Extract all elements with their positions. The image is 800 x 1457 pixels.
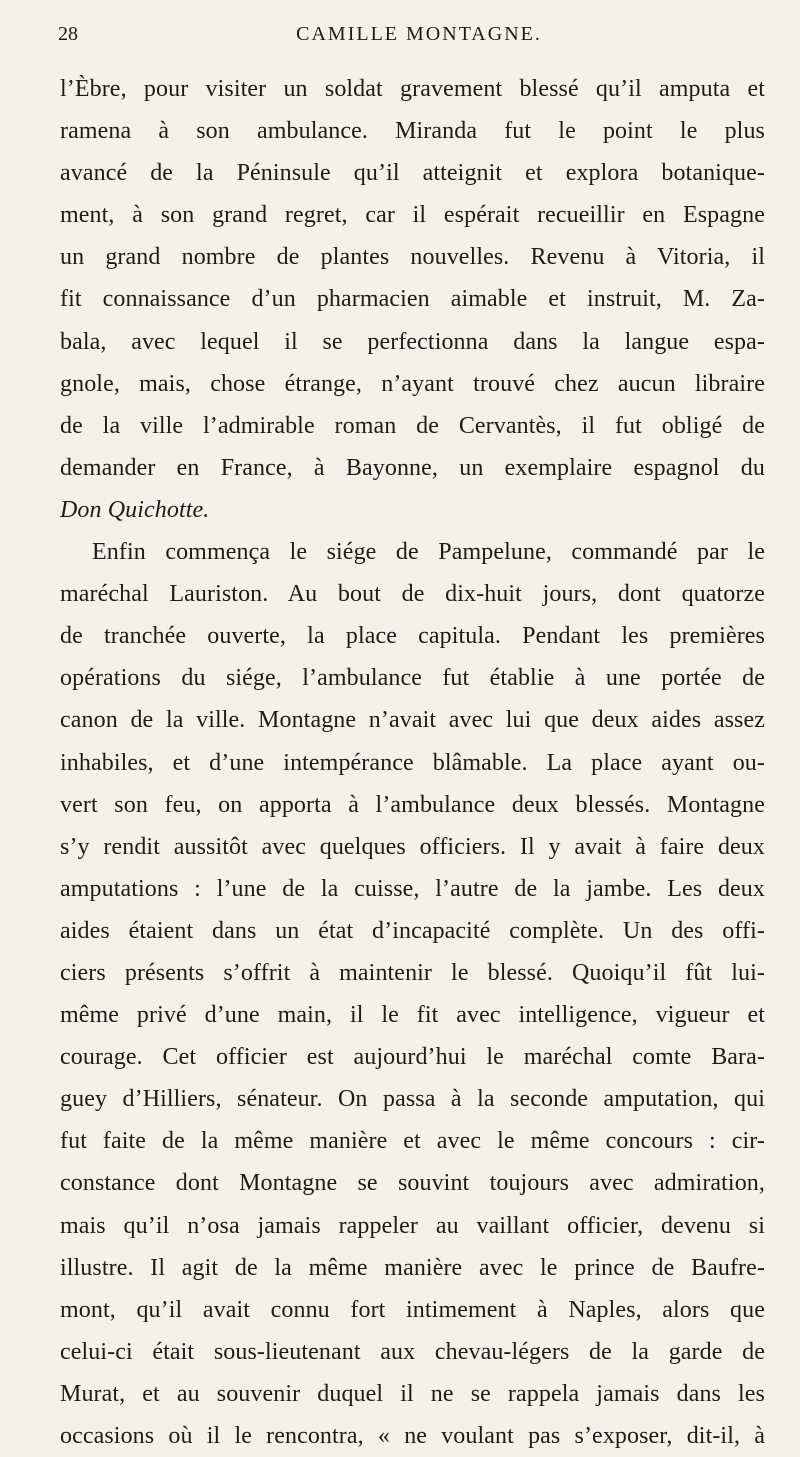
text-line: maréchal Lauriston. Au bout de dix-huit jours, dont quatorze [60,581,765,608]
text-line: mont, qu’il avait connu fort intimement à Naples, alors que [60,1296,765,1323]
text-line: courage. Cet officier est aujourd’hui le maréchal comte Bara- [60,1044,765,1071]
text-line: constance dont Montagne se souvint toujours avec admiration, [60,1170,765,1197]
text-line: guey d’Hilliers, sénateur. On passa à la seconde amputation, qui [60,1086,765,1113]
text-line: inhabiles, et d’une intempérance blâmable. La place ayant ou- [60,749,765,776]
book-title: Don Quichotte. [60,496,210,523]
text-line: opérations du siége, l’ambulance fut établie à une portée de [60,665,765,692]
page-number: 28 [58,23,78,45]
text-line: amputations : l’une de la cuisse, l’autre de la jambe. Les deux [60,875,765,902]
text-line: l’Èbre, pour visiter un soldat gravement blessé qu’il amputa et [60,76,765,102]
paragraph-start-line: Enfin commença le siége de Pampelune, commandé par le [92,539,765,566]
text-line: gnole, mais, chose étrange, n’ayant trouvé chez aucun libraire [60,370,765,397]
text-line-italic-title [60,489,765,531]
text-line: occasions où il le rencontra, « ne voulant pas s’exposer, dit-il, à [60,1423,765,1449]
text-line: fit connaissance d’un pharmacien aimable et instruit, M. Za- [60,286,765,313]
text-line: demander en France, à Bayonne, un exemplaire espagnol du [60,454,765,481]
text-line: même privé d’une main, il le fit avec intelligence, vigueur et [60,1002,765,1029]
text-line: Murat, et au souvenir duquel il ne se rappela jamais dans les [60,1380,765,1407]
text-line: un grand nombre de plantes nouvelles. Revenu à Vitoria, il [60,244,765,271]
running-title: CAMILLE MONTAGNE. [296,23,542,45]
text-line: canon de la ville. Montagne n’avait avec lui que deux aides assez [60,707,765,734]
text-line: ment, à son grand regret, car il espérait recueillir en Espagne [60,202,765,229]
text-line: de tranchée ouverte, la place capitula. Pendant les premières [60,623,765,650]
text-line: de la ville l’admirable roman de Cervantès, il fut obligé de [60,412,765,439]
body-text [60,68,765,1457]
text-line: avancé de la Péninsule qu’il atteignit et explora botanique- [60,160,765,187]
text-line: s’y rendit aussitôt avec quelques officiers. Il y avait à faire deux [60,833,765,860]
text-line: aides étaient dans un état d’incapacité complète. Un des offi- [60,917,765,944]
text-line: vert son feu, on apporta à l’ambulance deux blessés. Montagne [60,791,765,818]
text-line: celui-ci était sous-lieutenant aux chevau-légers de la garde de [60,1338,765,1365]
text-line: fut faite de la même manière et avec le même concours : cir- [60,1128,765,1155]
text-line: bala, avec lequel il se perfectionna dans la langue espa- [60,328,765,355]
text-line: ramena à son ambulance. Miranda fut le point le plus [60,118,765,145]
text-line: illustre. Il agit de la même manière avec le prince de Baufre- [60,1254,765,1281]
text-line: ciers présents s’offrit à maintenir le blessé. Quoiqu’il fût lui- [60,959,765,986]
text-line: mais qu’il n’osa jamais rappeler au vaillant officier, devenu si [60,1212,765,1239]
